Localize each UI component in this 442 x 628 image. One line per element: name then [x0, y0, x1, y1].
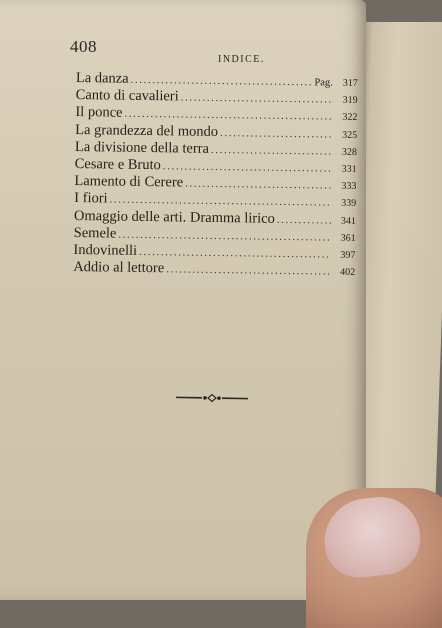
toc-entry-title: Lamento di Cerere [74, 173, 183, 192]
toc-entry-title: I fiori [74, 190, 108, 207]
toc-page-prefix: Pag. [314, 77, 333, 88]
dot-leader [163, 160, 333, 174]
toc-entry-title: La divisione della terra [75, 139, 209, 158]
toc-entry-page: 328 [335, 146, 357, 157]
page-number: 408 [70, 37, 97, 57]
toc-entry-page: 333 [334, 181, 356, 192]
toc-entry-page: 339 [334, 198, 356, 209]
toc-entry-title: La grandezza del mondo [75, 122, 218, 141]
toc-entry [73, 259, 355, 280]
toc-entry-page: 397 [333, 249, 355, 260]
toc-entry-title: Il ponce [75, 104, 122, 122]
toc-entry-title: Semele [74, 225, 117, 243]
ornament-divider-icon [176, 391, 248, 404]
toc-entry-page: 322 [335, 112, 357, 123]
toc-entry-title: Cesare e Bruto [75, 156, 161, 174]
toc-entry-page: 317 [336, 78, 358, 89]
dot-leader [124, 108, 333, 123]
table-of-contents [73, 70, 358, 280]
toc-entry-page: 341 [334, 215, 356, 226]
dot-leader [139, 246, 332, 261]
toc-entry-page: 361 [334, 232, 356, 243]
toc-entry-title: Addio al lettore [73, 259, 164, 277]
dot-leader [110, 194, 333, 209]
toc-entry-page: 319 [336, 95, 358, 106]
toc-entry-page: 402 [333, 267, 355, 278]
dot-leader [211, 144, 333, 158]
running-head: INDICE. [218, 54, 265, 65]
toc-entry-title: La danza [76, 70, 129, 88]
dot-leader [166, 263, 331, 277]
dot-leader [181, 92, 334, 106]
toc-entry-title: Canto di cavalieri [76, 87, 179, 105]
dot-leader [118, 228, 331, 243]
dot-leader [185, 178, 332, 192]
toc-entry-title: Omaggio delle arti. Dramma lirico [74, 207, 275, 227]
dot-leader [220, 127, 333, 141]
toc-entry-page: 331 [335, 164, 357, 175]
dot-leader [277, 213, 332, 226]
toc-entry-title: Indovinelli [73, 242, 137, 260]
toc-entry-page: 325 [335, 129, 357, 140]
dot-leader [131, 74, 313, 89]
